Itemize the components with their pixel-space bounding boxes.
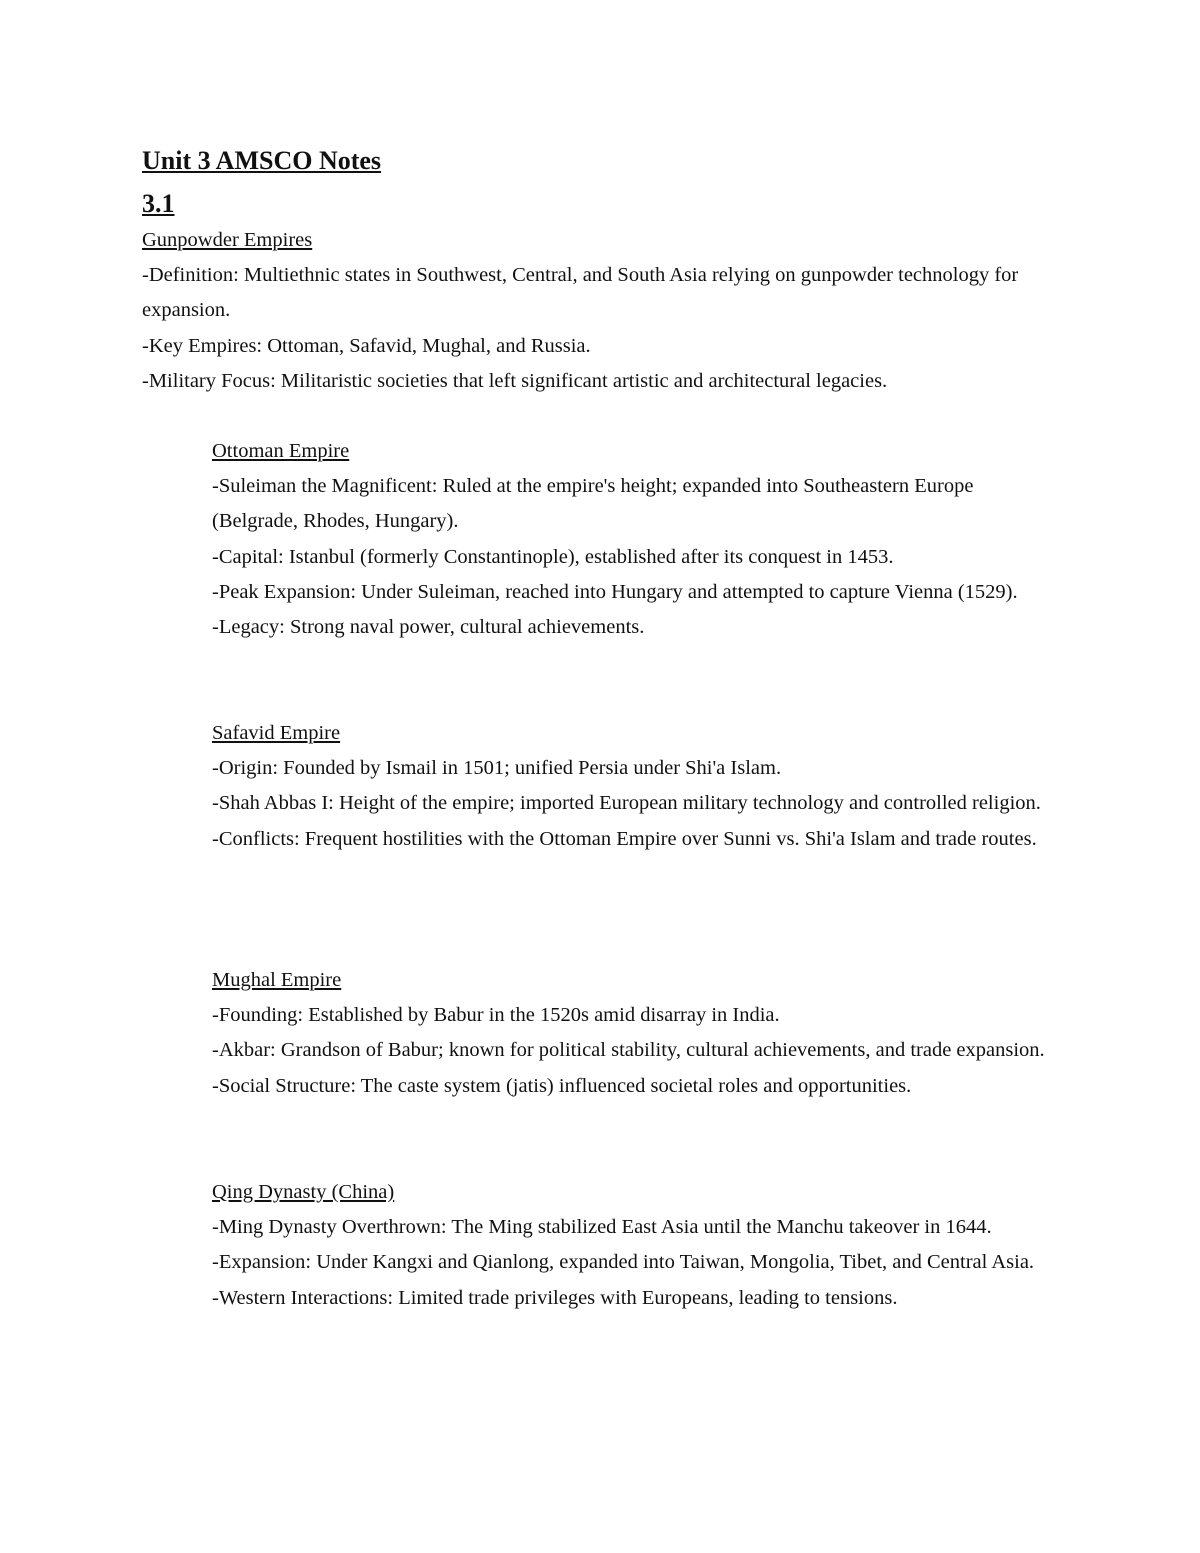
intro-bullet: -Definition: Multiethnic states in Southwest, Central, and South Asia relying on gunpowder technology for expansion. [142,264,1019,322]
section-bullet: -Suleiman the Magnificent: Ruled at the empire's height; expanded into Southeastern Europe (Belgrade, Rhodes, Hungary). [212,475,974,533]
section-bullet: -Expansion: Under Kangxi and Qianlong, expanded into Taiwan, Mongolia, Tibet, and Central Asia. [212,1251,1035,1274]
intro-bullet: -Key Empires: Ottoman, Safavid, Mughal, and Russia. [142,334,591,357]
page-title: Unit 3 AMSCO Notes [142,146,382,175]
section-number: 3.1 [142,189,175,218]
section-bullet: -Peak Expansion: Under Suleiman, reached into Hungary and attempted to capture Vienna (1529). [212,580,1018,603]
section-safavid [212,716,1062,857]
section-qing [212,1175,1062,1316]
section-bullet: -Social Structure: The caste system (jatis) influenced societal roles and opportunities. [212,1074,912,1097]
section-bullet: -Capital: Istanbul (formerly Constantinople), established after its conquest in 1453. [212,545,894,568]
section-bullet: -Conflicts: Frequent hostilities with the Ottoman Empire over Sunni vs. Shi'a Islam and trade routes. [212,827,1037,850]
section-heading: Qing Dynasty (China) [212,1181,395,1203]
section-bullet: -Founding: Established by Babur in the 1520s amid disarray in India. [212,1004,780,1027]
section-bullet: -Legacy: Strong naval power, cultural achievements. [212,616,645,639]
intro-block [142,223,1042,399]
section-ottoman [212,434,1062,645]
section-bullet: -Western Interactions: Limited trade privileges with Europeans, leading to tensions. [212,1286,898,1309]
intro-bullet: -Military Focus: Militaristic societies that left significant artistic and architectural legacies. [142,369,888,392]
section-heading: Ottoman Empire [212,440,350,462]
section-mughal [212,963,1062,1104]
section-bullet: -Origin: Founded by Ismail in 1501; unified Persia under Shi'a Islam. [212,757,782,780]
section-bullet: -Ming Dynasty Overthrown: The Ming stabilized East Asia until the Manchu takeover in 1644. [212,1216,992,1239]
intro-heading: Gunpowder Empires [142,229,313,251]
section-heading: Mughal Empire [212,969,342,991]
section-heading: Safavid Empire [212,722,341,744]
section-bullet: -Akbar: Grandson of Babur; known for political stability, cultural achievements, and trade expansion. [212,1039,1045,1062]
section-bullet: -Shah Abbas I: Height of the empire; imported European military technology and controlled religion. [212,792,1041,815]
